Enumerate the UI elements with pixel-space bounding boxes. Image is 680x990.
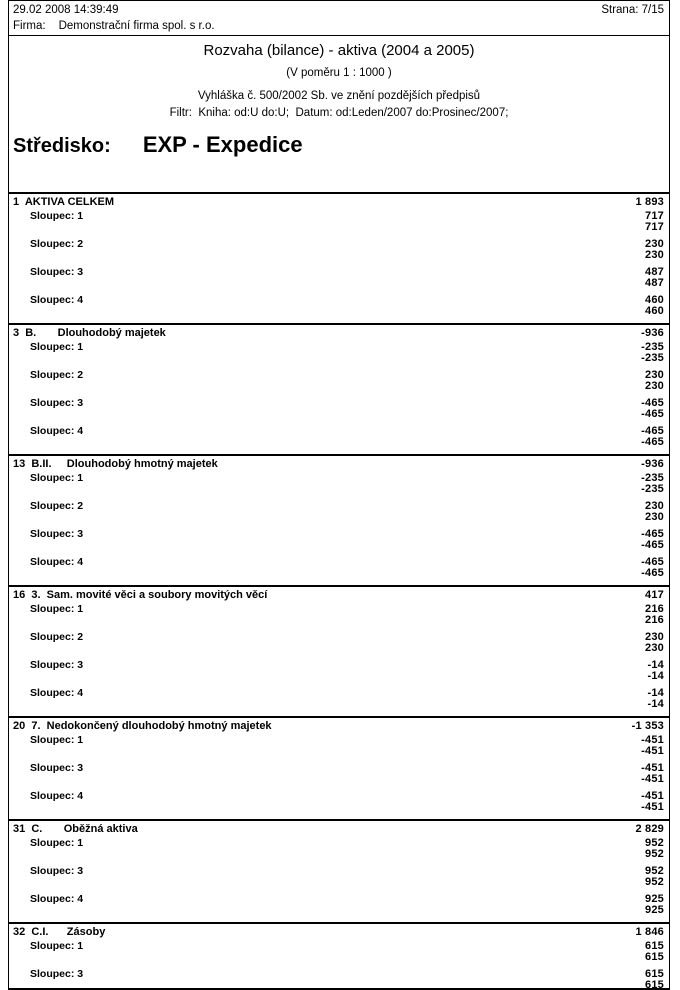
sloupec-row bbox=[13, 426, 664, 437]
regulation-note: Vyhláška č. 500/2002 Sb. ve znění pozdějších předpisů bbox=[197, 90, 481, 102]
section-total: 2 829 bbox=[635, 823, 664, 835]
section-title: 20 7. Nedokončený dlouhodobý hmotný majetek bbox=[13, 720, 272, 732]
row-label: Sloupec: 4 bbox=[30, 425, 84, 437]
value-continuation-row bbox=[13, 222, 664, 233]
row-label: Sloupec: 1 bbox=[30, 734, 84, 746]
report-section bbox=[9, 716, 669, 813]
value-continuation-row bbox=[13, 849, 664, 860]
report-section bbox=[9, 454, 669, 579]
row-value: 952 bbox=[645, 848, 664, 860]
sloupec-row bbox=[13, 632, 664, 643]
value-continuation-row bbox=[13, 353, 664, 364]
row-value: 487 bbox=[645, 266, 664, 278]
sloupec-row bbox=[13, 660, 664, 671]
row-value: 230 bbox=[645, 642, 664, 654]
sloupec-row bbox=[13, 529, 664, 540]
row-value: 216 bbox=[645, 614, 664, 626]
section-total: 1 893 bbox=[635, 196, 664, 208]
sloupec-row bbox=[13, 763, 664, 774]
section-header-row bbox=[13, 720, 664, 732]
sloupec-row bbox=[13, 791, 664, 802]
row-value: 615 bbox=[645, 940, 664, 952]
row-value: -465 bbox=[641, 556, 664, 568]
row-value: -451 bbox=[641, 790, 664, 802]
sloupec-row bbox=[13, 688, 664, 699]
row-value: -465 bbox=[641, 567, 664, 579]
row-label: Sloupec: 3 bbox=[30, 762, 84, 774]
value-continuation-row bbox=[13, 615, 664, 626]
section-total: 417 bbox=[645, 589, 664, 601]
row-value: -14 bbox=[647, 687, 664, 699]
value-continuation-row bbox=[13, 802, 664, 813]
row-value: 487 bbox=[645, 277, 664, 289]
section-title: 32 C.I. Zásoby bbox=[13, 926, 106, 938]
row-value: 952 bbox=[645, 837, 664, 849]
sloupec-row bbox=[13, 735, 664, 746]
row-label: Sloupec: 3 bbox=[30, 528, 84, 540]
section-total: -936 bbox=[641, 458, 664, 470]
value-continuation-row bbox=[13, 774, 664, 785]
ratio-note: (V poměru 1 : 1000 ) bbox=[286, 67, 392, 79]
row-label: Sloupec: 1 bbox=[30, 472, 84, 484]
value-continuation-row bbox=[13, 409, 664, 420]
report-section bbox=[9, 192, 669, 317]
value-continuation-row bbox=[13, 568, 664, 579]
row-value: -465 bbox=[641, 408, 664, 420]
sloupec-row bbox=[13, 894, 664, 905]
value-continuation-row bbox=[13, 437, 664, 448]
row-value: 717 bbox=[645, 221, 664, 233]
value-continuation-row bbox=[13, 306, 664, 317]
sloupec-row bbox=[13, 604, 664, 615]
row-value: 615 bbox=[645, 951, 664, 963]
row-value: -465 bbox=[641, 425, 664, 437]
value-continuation-row bbox=[13, 512, 664, 523]
row-value: -235 bbox=[641, 352, 664, 364]
sloupec-row bbox=[13, 473, 664, 484]
row-value: 460 bbox=[645, 294, 664, 306]
sloupec-row bbox=[13, 501, 664, 512]
report-section bbox=[9, 819, 669, 916]
section-title: 13 B.II. Dlouhodobý hmotný majetek bbox=[13, 458, 218, 470]
row-value: 230 bbox=[645, 500, 664, 512]
row-label: Sloupec: 3 bbox=[30, 659, 84, 671]
page-header bbox=[9, 1, 669, 36]
sloupec-row bbox=[13, 370, 664, 381]
row-value: 717 bbox=[645, 210, 664, 222]
row-value: -465 bbox=[641, 539, 664, 551]
value-continuation-row bbox=[13, 643, 664, 654]
header-row-1 bbox=[13, 4, 664, 17]
section-title: 16 3. Sam. movité věci a soubory movitých věcí bbox=[13, 589, 268, 601]
row-label: Sloupec: 4 bbox=[30, 687, 84, 699]
row-label: Sloupec: 3 bbox=[30, 968, 84, 980]
row-value: -14 bbox=[647, 670, 664, 682]
row-label: Sloupec: 1 bbox=[30, 210, 84, 222]
row-value: -451 bbox=[641, 762, 664, 774]
row-value: 230 bbox=[645, 249, 664, 261]
sloupec-row bbox=[13, 969, 664, 980]
report-section bbox=[9, 922, 669, 990]
row-value: 460 bbox=[645, 305, 664, 317]
section-total: -936 bbox=[641, 327, 664, 339]
row-value: -235 bbox=[641, 341, 664, 353]
section-header-row bbox=[13, 589, 664, 601]
report-section bbox=[9, 323, 669, 448]
value-continuation-row bbox=[13, 952, 664, 963]
row-value: -451 bbox=[641, 745, 664, 757]
row-value: 925 bbox=[645, 893, 664, 905]
row-value: 615 bbox=[645, 979, 664, 990]
value-continuation-row bbox=[13, 699, 664, 710]
sloupec-row bbox=[13, 941, 664, 952]
value-continuation-row bbox=[13, 250, 664, 261]
section-title: 3 B. Dlouhodobý majetek bbox=[13, 327, 166, 339]
firm-label: Firma: bbox=[13, 20, 46, 32]
section-header-row bbox=[13, 327, 664, 339]
row-value: -235 bbox=[641, 483, 664, 495]
row-value: 925 bbox=[645, 904, 664, 916]
section-title: 31 C. Oběžná aktiva bbox=[13, 823, 138, 835]
section-title: 1 AKTIVA CELKEM bbox=[13, 196, 115, 208]
firm-name: Demonstrační firma spol. s r.o. bbox=[58, 20, 215, 32]
value-continuation-row bbox=[13, 877, 664, 888]
section-total: 1 846 bbox=[635, 926, 664, 938]
report-body bbox=[9, 192, 669, 990]
row-value: 230 bbox=[645, 369, 664, 381]
sloupec-row bbox=[13, 211, 664, 222]
row-label: Sloupec: 1 bbox=[30, 341, 84, 353]
cost-center-value: EXP - Expedice bbox=[142, 132, 303, 157]
row-label: Sloupec: 2 bbox=[30, 500, 84, 512]
row-label: Sloupec: 1 bbox=[30, 837, 84, 849]
row-value: -451 bbox=[641, 773, 664, 785]
row-value: 952 bbox=[645, 865, 664, 877]
row-value: 952 bbox=[645, 876, 664, 888]
section-total: -1 353 bbox=[631, 720, 664, 732]
sloupec-row bbox=[13, 239, 664, 250]
cost-center-row bbox=[9, 132, 669, 161]
sloupec-row bbox=[13, 398, 664, 409]
row-value: 230 bbox=[645, 631, 664, 643]
row-value: -465 bbox=[641, 528, 664, 540]
row-value: 615 bbox=[645, 968, 664, 980]
sloupec-row bbox=[13, 295, 664, 306]
value-continuation-row bbox=[13, 671, 664, 682]
sloupec-row bbox=[13, 342, 664, 353]
row-label: Sloupec: 3 bbox=[30, 397, 84, 409]
row-label: Sloupec: 4 bbox=[30, 893, 84, 905]
row-value: -451 bbox=[641, 801, 664, 813]
row-label: Sloupec: 1 bbox=[30, 603, 84, 615]
value-continuation-row bbox=[13, 381, 664, 392]
value-continuation-row bbox=[13, 484, 664, 495]
report-title: Rozvaha (bilance) - aktiva (2004 a 2005) bbox=[203, 42, 475, 59]
row-label: Sloupec: 4 bbox=[30, 556, 84, 568]
row-value: -14 bbox=[647, 659, 664, 671]
row-value: -465 bbox=[641, 397, 664, 409]
row-label: Sloupec: 2 bbox=[30, 369, 84, 381]
header-row-2 bbox=[13, 20, 664, 33]
row-value: 230 bbox=[645, 380, 664, 392]
section-header-row bbox=[13, 926, 664, 938]
report-page bbox=[8, 0, 670, 990]
value-continuation-row bbox=[13, 746, 664, 757]
section-header-row bbox=[13, 823, 664, 835]
row-value: -451 bbox=[641, 734, 664, 746]
spacer bbox=[9, 161, 669, 192]
sloupec-row bbox=[13, 267, 664, 278]
row-value: 230 bbox=[645, 238, 664, 250]
row-label: Sloupec: 2 bbox=[30, 238, 84, 250]
value-continuation-row bbox=[13, 980, 664, 990]
sloupec-row bbox=[13, 866, 664, 877]
row-label: Sloupec: 4 bbox=[30, 294, 84, 306]
sloupec-row bbox=[13, 838, 664, 849]
row-label: Sloupec: 1 bbox=[30, 940, 84, 952]
row-value: 230 bbox=[645, 511, 664, 523]
row-value: 216 bbox=[645, 603, 664, 615]
row-label: Sloupec: 3 bbox=[30, 865, 84, 877]
value-continuation-row bbox=[13, 540, 664, 551]
row-value: -465 bbox=[641, 436, 664, 448]
value-continuation-row bbox=[13, 905, 664, 916]
value-continuation-row bbox=[13, 278, 664, 289]
row-label: Sloupec: 3 bbox=[30, 266, 84, 278]
report-section bbox=[9, 585, 669, 710]
cost-center-label: Středisko: bbox=[13, 135, 111, 157]
row-label: Sloupec: 4 bbox=[30, 790, 84, 802]
filter-note: Filtr: Kniha: od:U do:U; Datum: od:Leden/2007 do:Prosinec/2007; bbox=[169, 107, 509, 119]
section-header-row bbox=[13, 458, 664, 470]
row-value: -14 bbox=[647, 698, 664, 710]
row-label: Sloupec: 2 bbox=[30, 631, 84, 643]
section-header-row bbox=[13, 196, 664, 208]
sloupec-row bbox=[13, 557, 664, 568]
row-value: -235 bbox=[641, 472, 664, 484]
page-number: Strana: 7/15 bbox=[601, 4, 664, 16]
print-timestamp: 29.02 2008 14:39:49 bbox=[13, 4, 119, 16]
